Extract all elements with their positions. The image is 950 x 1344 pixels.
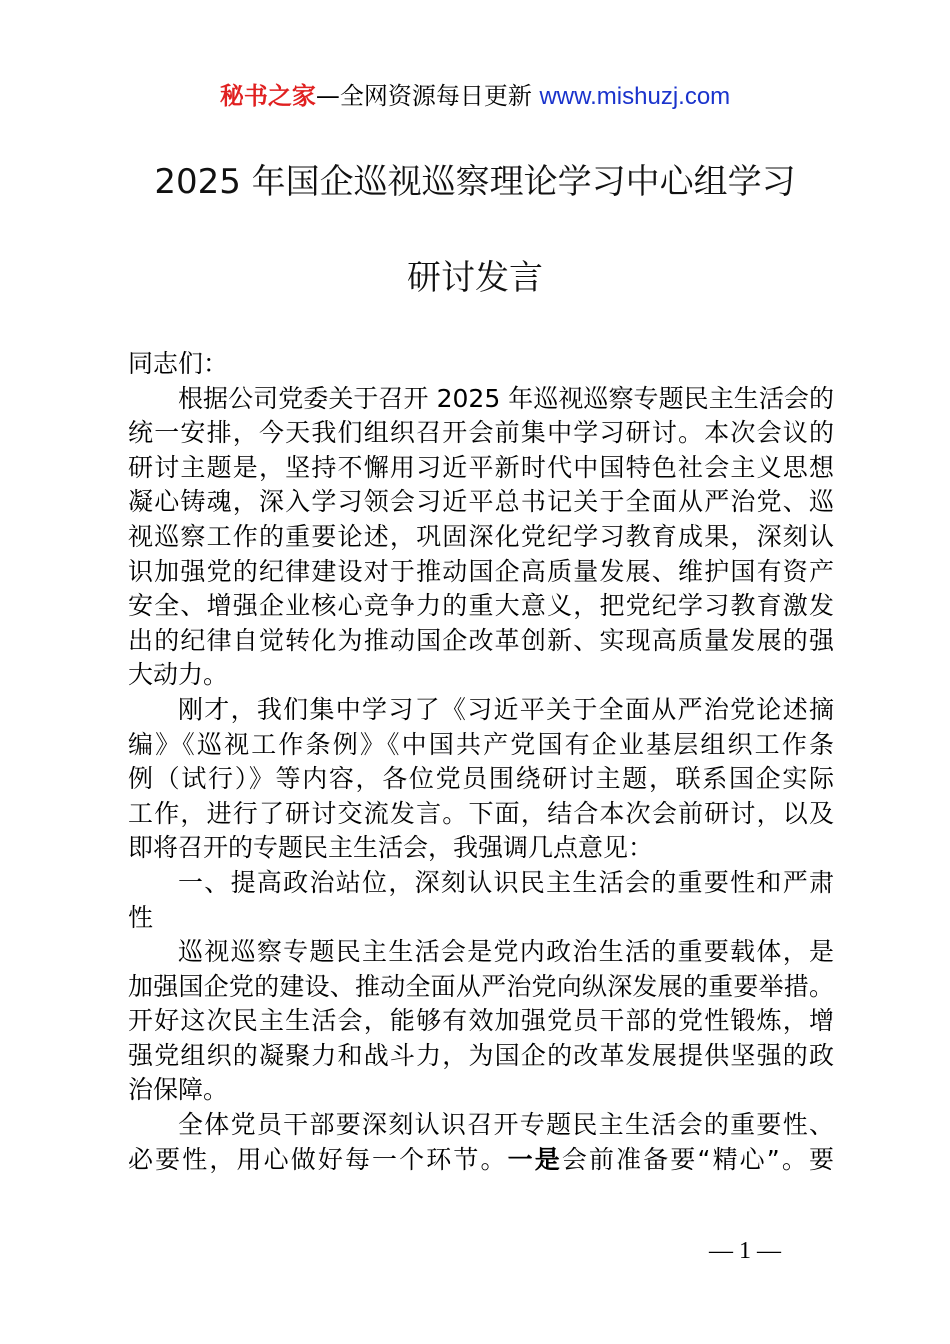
document-title-line-1: 2025 年国企巡视巡察理论学习中心组学习 — [154, 162, 796, 202]
paragraph-2-line: 刚才，我们集中学习了《习近平关于全面从严治党论述摘 — [178, 694, 834, 724]
paragraph-1-line: 大动力。 — [128, 660, 229, 690]
greeting: 同志们： — [128, 349, 229, 378]
paragraph-1-line: 识加强党的纪律建设对于推动国企高质量发展、维护国有资产 — [128, 556, 834, 586]
paragraph-3-line: 治保障。 — [128, 1075, 229, 1105]
section-heading-1: 性 — [128, 902, 154, 932]
paragraph-3-line: 强党组织的凝聚力和战斗力，为国企的改革发展提供坚强的政 — [128, 1040, 834, 1070]
paragraph-1-line: 统一安排，今天我们组织召开会前集中学习研讨。本次会议的 — [128, 418, 834, 448]
paragraph-4-text: 会前准备要“精心”。要 — [561, 1144, 834, 1174]
paragraph-2-line: 编》《巡视工作条例》《中国共产党国有企业基层组织工作条 — [128, 729, 834, 759]
paragraph-2-line: 工作，进行了研讨交流发言。下面，结合本次会前研讨，以及 — [128, 798, 834, 828]
paragraph-1-line: 安全、增强企业核心竞争力的重大意义，把党纪学习教育激发 — [128, 591, 834, 621]
paragraph-1-line: 凝心铸魂，深入学习领会习近平总书记关于全面从严治党、巡 — [128, 487, 834, 517]
page-number: — 1 — — [709, 1238, 781, 1264]
paragraph-1-line: 视巡察工作的重要论述，巩固深化党纪学习教育成果，深刻认 — [128, 521, 834, 551]
paragraph-3-line: 开好这次民主生活会，能够有效加强党员干部的党性锻炼，增 — [128, 1006, 834, 1036]
paragraph-3-line: 巡视巡察专题民主生活会是党内政治生活的重要载体，是 — [178, 937, 834, 967]
document-body — [128, 347, 834, 1177]
paragraph-4-line: 全体党员干部要深刻认识召开专题民主生活会的重要性、 — [178, 1110, 834, 1140]
paragraph-2-line: 例（试行）》等内容，各位党员围绕研讨主题，联系国企实际 — [128, 764, 834, 794]
paragraph-1-line: 研讨主题是，坚持不懈用习近平新时代中国特色社会主义思想 — [128, 452, 834, 482]
site-banner — [0, 80, 950, 113]
document-title-line-2: 研讨发言 — [407, 258, 543, 298]
paragraph-2-line: 即将召开的专题民主生活会，我强调几点意见： — [128, 833, 654, 863]
paragraph-1-line: 出的纪律自觉转化为推动国企改革创新、实现高质量发展的强 — [128, 625, 834, 655]
paragraph-4-line — [128, 1143, 834, 1178]
brand-name: 秘书之家 — [219, 82, 316, 110]
section-heading-1: 一、提高政治站位，深刻认识民主生活会的重要性和严肃 — [178, 867, 834, 897]
paragraph-3-line: 加强国企党的建设、推动全面从严治党向纵深发展的重要举措。 — [128, 971, 834, 1001]
paragraph-4-text: 必要性，用心做好每一个环节。 — [128, 1144, 508, 1174]
tagline: —全网资源每日更新 — [315, 82, 532, 110]
website-link[interactable]: www.mishuzj.com — [539, 83, 731, 110]
paragraph-1-line: 根据公司党委关于召开 2025 年巡视巡察专题民主生活会的 — [178, 383, 834, 413]
emphasis-first: 一是 — [507, 1144, 562, 1174]
